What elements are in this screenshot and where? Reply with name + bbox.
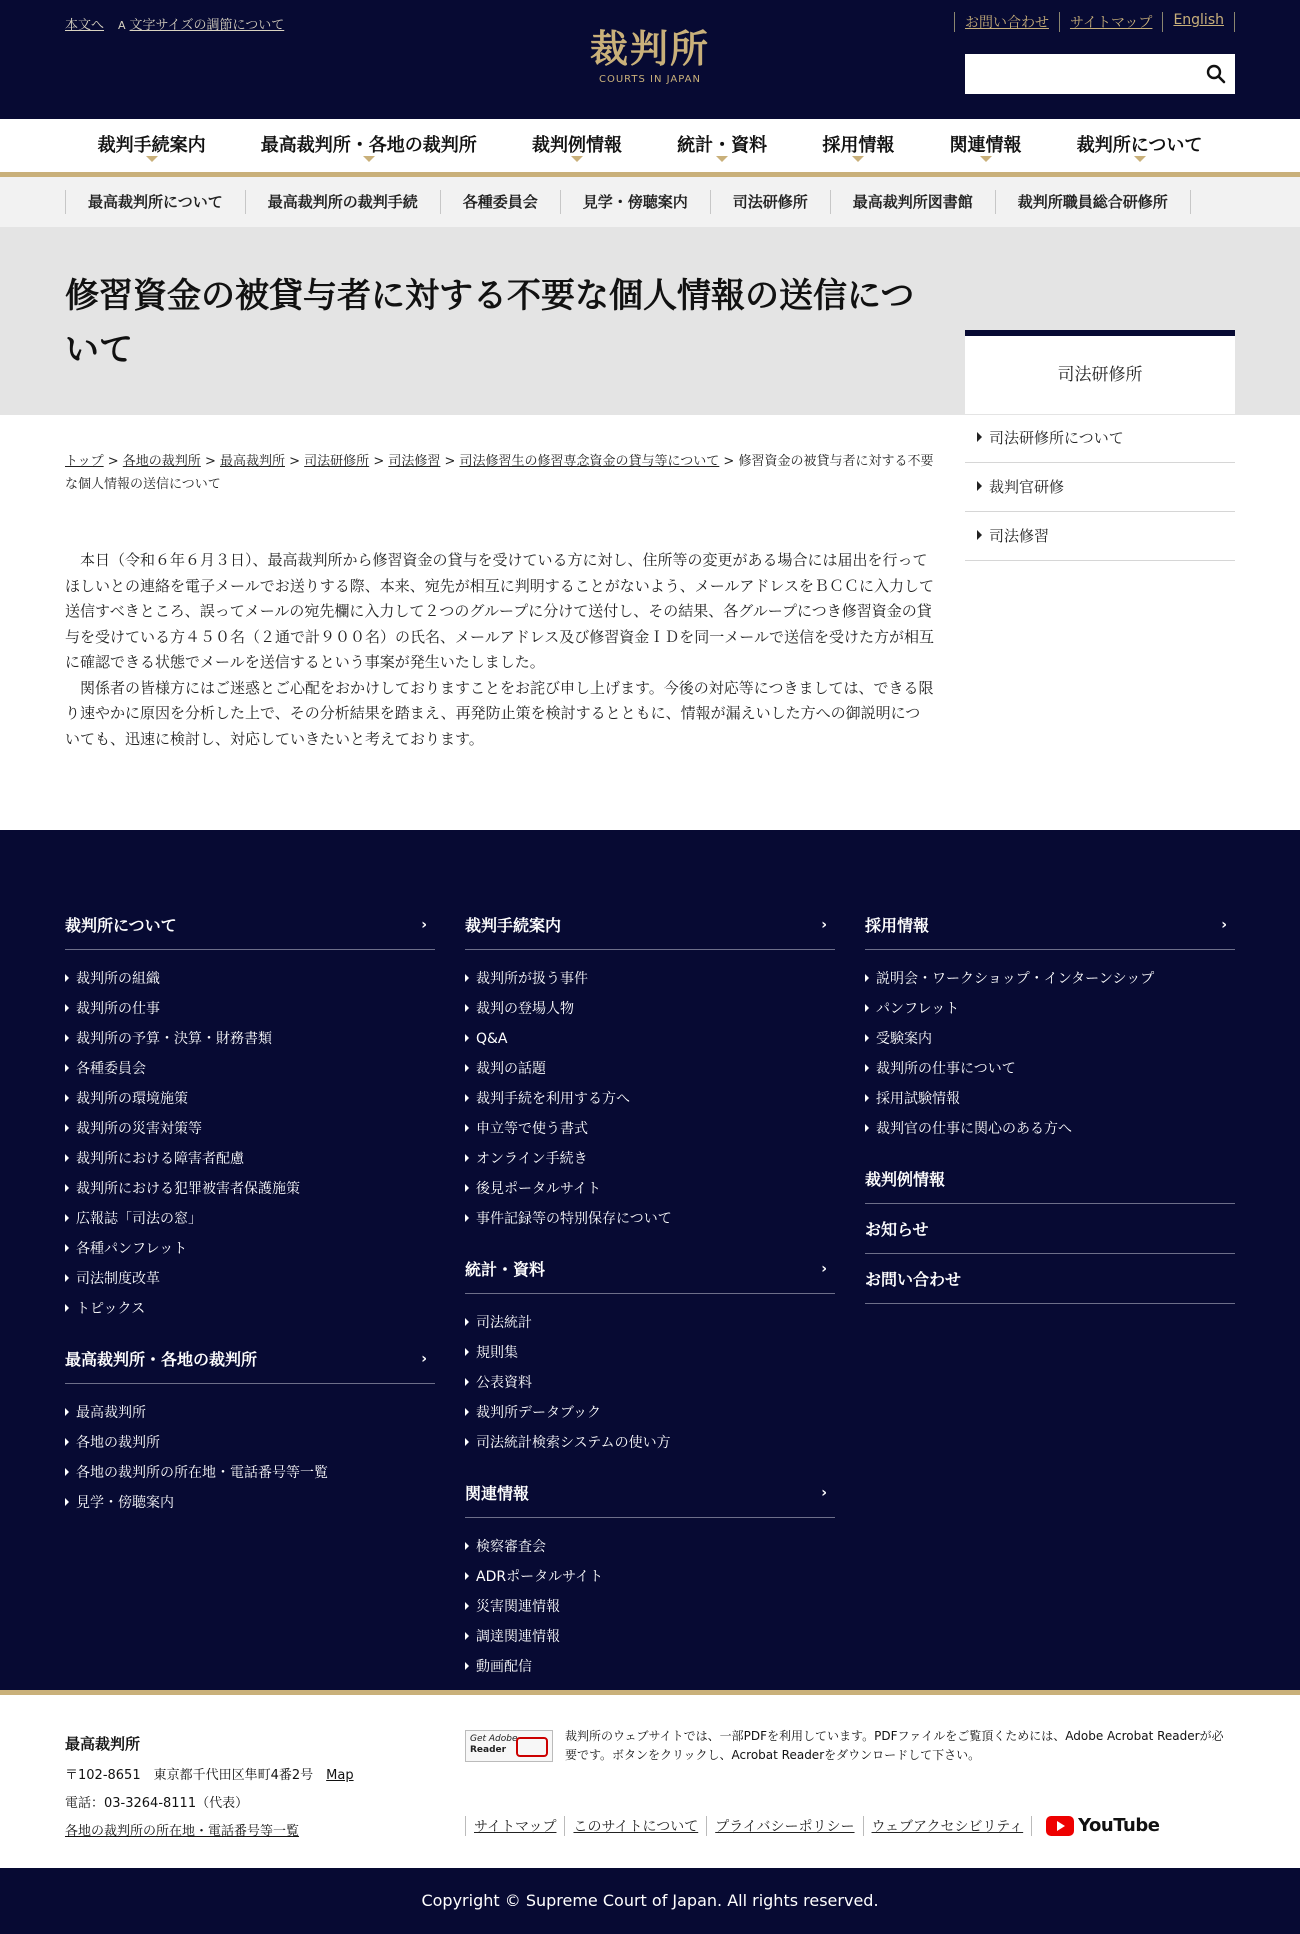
- chevron-right-icon: ›: [821, 916, 827, 933]
- site-header: [0, 0, 1300, 119]
- org-name: 最高裁判所: [65, 1735, 141, 1753]
- chevron-right-icon: ›: [821, 1484, 827, 1501]
- footer-link[interactable]: 司法統計検索システムの使い方: [465, 1428, 835, 1458]
- subnav-item[interactable]: 裁判所職員総合研修所: [995, 190, 1191, 214]
- footer-link[interactable]: 裁判所における障害者配慮: [65, 1144, 435, 1174]
- footer-link[interactable]: Q&A: [465, 1024, 835, 1054]
- subnav-item[interactable]: 司法研修所: [710, 190, 830, 214]
- logo-japanese: 裁判所: [589, 26, 711, 71]
- adobe-notice: 裁判所のウェブサイトでは、一部PDFを利用しています。PDFファイルをご覧頂くためには、Adobe Acrobat Readerが必要です。ボタンをクリックし、Acrobat Readerをダウンロードして下さい。: [565, 1729, 1224, 1762]
- text-size-icon: A: [118, 19, 126, 32]
- footer-column: [65, 900, 435, 1692]
- article-body: [65, 548, 935, 752]
- youtube-link[interactable]: YouTube: [1046, 1815, 1159, 1836]
- page-title: 修習資金の被貸与者に対する不要な個人情報の送信について: [65, 276, 915, 370]
- chevron-right-icon: ›: [821, 1260, 827, 1277]
- footer-link[interactable]: 申立等で使う書式: [465, 1114, 835, 1144]
- subnav-item[interactable]: 見学・傍聴案内: [560, 190, 710, 214]
- footer-link[interactable]: 裁判所の予算・決算・財務書類: [65, 1024, 435, 1054]
- footer-link[interactable]: 各種委員会: [65, 1054, 435, 1084]
- side-menu-item[interactable]: 司法修習: [965, 512, 1235, 561]
- search-box: [965, 54, 1235, 94]
- article-paragraph: 本日（令和６年６月３日）、最高裁判所から修習資金の貸与を受けている方に対し、住所等の変更がある場合には届出を行ってほしいとの連絡を電子メールでお送りする際、本来、宛先が相互に判明することがないよう、メールアドレスをＢＣＣに入力して送信すべきところ、誤ってメールの宛先欄に入力して２つのグループに分けて送付し、その結果、各グループにつき修習資金の貸与を受けている方４５０名（２通で計９００名）の氏名、メールアドレス及び修習資金ＩＤを同一メールで送信を受けた方が相互に確認できる状態でメールを送信するという事案が発生いたしました。: [65, 551, 934, 671]
- postal-address: 〒102-8651 東京都千代田区隼町4番2号: [65, 1768, 314, 1783]
- web-accessibility-link[interactable]: ウェブアクセシビリティ: [863, 1816, 1033, 1836]
- footer-link[interactable]: 裁判所の環境施策: [65, 1084, 435, 1114]
- footer-link[interactable]: 調達関連情報: [465, 1622, 835, 1652]
- footer-link[interactable]: 司法制度改革: [65, 1264, 435, 1294]
- side-menu-item[interactable]: 司法研修所について: [965, 414, 1235, 463]
- footer-link[interactable]: 規則集: [465, 1338, 835, 1368]
- footer-link[interactable]: 最高裁判所: [65, 1398, 435, 1428]
- get-adobe-reader-button[interactable]: Get Adobe Reader: [465, 1730, 553, 1762]
- footer-link[interactable]: ADRポータルサイト: [465, 1562, 835, 1592]
- footer-link[interactable]: オンライン手続き: [465, 1144, 835, 1174]
- footer-link[interactable]: 受験案内: [865, 1024, 1235, 1054]
- footer-link[interactable]: 公表資料: [465, 1368, 835, 1398]
- adobe-reader-icon: [516, 1737, 548, 1757]
- gnav-item-recruitment[interactable]: 採用情報: [818, 119, 898, 172]
- subnav-item[interactable]: 最高裁判所の裁判手続: [245, 190, 440, 214]
- footer-section-heading[interactable]: 統計・資料 ›: [465, 1244, 835, 1294]
- gnav-item-precedents[interactable]: 裁判例情報: [528, 119, 626, 172]
- footer-sitemap-link[interactable]: サイトマップ: [465, 1816, 564, 1836]
- english-link[interactable]: English: [1162, 12, 1235, 32]
- footer-link[interactable]: 各地の裁判所の所在地・電話番号等一覧: [65, 1458, 435, 1488]
- footer-section-heading[interactable]: 関連情報 ›: [465, 1468, 835, 1518]
- footer-section-heading[interactable]: 採用情報 ›: [865, 900, 1235, 950]
- footer-column: [465, 900, 835, 1692]
- breadcrumb-link[interactable]: 司法修習: [388, 454, 441, 469]
- side-menu-title[interactable]: 司法研修所: [965, 330, 1235, 414]
- footer-link[interactable]: 事件記録等の特別保存について: [465, 1204, 835, 1234]
- bottom-footer: [0, 1690, 1300, 1868]
- privacy-policy-link[interactable]: プライバシーポリシー: [706, 1816, 862, 1836]
- court-list-link[interactable]: 各地の裁判所の所在地・電話番号等一覧: [65, 1824, 300, 1839]
- footer-link[interactable]: 動画配信: [465, 1652, 835, 1682]
- search-icon[interactable]: [1205, 63, 1227, 85]
- footer-link[interactable]: 裁判官の仕事に関心のある方へ: [865, 1114, 1235, 1144]
- search-input[interactable]: [965, 54, 1195, 94]
- footer-link[interactable]: 裁判所の仕事: [65, 994, 435, 1024]
- footer-link[interactable]: 各地の裁判所: [65, 1428, 435, 1458]
- footer-section-heading[interactable]: お知らせ: [865, 1204, 1235, 1254]
- breadcrumb-link[interactable]: 各地の裁判所: [122, 454, 201, 469]
- footer-link[interactable]: 見学・傍聴案内: [65, 1488, 435, 1518]
- footer-section-heading[interactable]: 裁判例情報: [865, 1154, 1235, 1204]
- footer-nav: [0, 830, 1300, 1690]
- chevron-right-icon: ›: [1221, 916, 1227, 933]
- gnav-item-procedures[interactable]: 裁判手続案内: [94, 119, 210, 172]
- chevron-right-icon: ›: [421, 916, 427, 933]
- gnav-item-related[interactable]: 関連情報: [946, 119, 1026, 172]
- sitemap-link[interactable]: サイトマップ: [1059, 12, 1162, 32]
- footer-link[interactable]: 説明会・ワークショップ・インターンシップ: [865, 964, 1235, 994]
- footer-link[interactable]: 司法統計: [465, 1308, 835, 1338]
- footer-section-heading[interactable]: 裁判手続案内 ›: [465, 900, 835, 950]
- footer-link[interactable]: 裁判所の組織: [65, 964, 435, 994]
- sub-nav: [0, 177, 1300, 227]
- contact-link[interactable]: お問い合わせ: [954, 12, 1059, 32]
- font-size-info-link[interactable]: 文字サイズの調節について: [129, 18, 285, 33]
- gnav-item-about[interactable]: 裁判所について: [1073, 119, 1207, 172]
- map-link[interactable]: Map: [326, 1768, 354, 1783]
- breadcrumb-link[interactable]: トップ: [65, 454, 104, 469]
- utility-links: [954, 12, 1235, 32]
- youtube-icon: [1046, 1816, 1074, 1836]
- phone-number: 電話：03-3264-8111（代表）: [65, 1796, 249, 1811]
- footer-column: [865, 900, 1235, 1692]
- site-logo[interactable]: [589, 26, 711, 85]
- footer-link[interactable]: 広報誌「司法の窓」: [65, 1204, 435, 1234]
- footer-section-heading[interactable]: 裁判所について ›: [65, 900, 435, 950]
- footer-link[interactable]: 裁判の話題: [465, 1054, 835, 1084]
- footer-utility-links: [465, 1815, 1159, 1836]
- footer-link[interactable]: 裁判所における犯罪被害者保護施策: [65, 1174, 435, 1204]
- about-site-link[interactable]: このサイトについて: [564, 1816, 706, 1836]
- footer-link[interactable]: 裁判の登場人物: [465, 994, 835, 1024]
- global-nav: [0, 119, 1300, 177]
- accessibility-links: [65, 14, 284, 33]
- subnav-item[interactable]: 各種委員会: [440, 190, 560, 214]
- logo-english: COURTS IN JAPAN: [599, 74, 701, 85]
- footer-section-heading[interactable]: 最高裁判所・各地の裁判所 ›: [65, 1334, 435, 1384]
- footer-link[interactable]: 検察審査会: [465, 1532, 835, 1562]
- gnav-item-statistics[interactable]: 統計・資料: [673, 119, 771, 172]
- copyright: Copyright © Supreme Court of Japan. All rights reserved.: [0, 1868, 1300, 1934]
- address-block: [65, 1730, 354, 1846]
- footer-link[interactable]: 後見ポータルサイト: [465, 1174, 835, 1204]
- gnav-item-courts[interactable]: 最高裁判所・各地の裁判所: [257, 119, 481, 172]
- breadcrumb-link[interactable]: 司法研修所: [304, 454, 370, 469]
- footer-link[interactable]: 災害関連情報: [465, 1592, 835, 1622]
- side-menu: [965, 330, 1235, 561]
- footer-link[interactable]: 裁判所の災害対策等: [65, 1114, 435, 1144]
- footer-link[interactable]: 裁判所が扱う事件: [465, 964, 835, 994]
- footer-link[interactable]: トピックス: [65, 1294, 435, 1324]
- footer-link[interactable]: パンフレット: [865, 994, 1235, 1024]
- side-menu-item[interactable]: 裁判官研修: [965, 463, 1235, 512]
- chevron-right-icon: ›: [421, 1350, 427, 1367]
- footer-link[interactable]: 各種パンフレット: [65, 1234, 435, 1264]
- footer-link[interactable]: 裁判所の仕事について: [865, 1054, 1235, 1084]
- subnav-item[interactable]: 最高裁判所について: [65, 190, 245, 214]
- breadcrumb-current: 修習資金の被貸与者に対する不要な個人情報の送信について: [65, 454, 934, 492]
- footer-link[interactable]: 裁判手続を利用する方へ: [465, 1084, 835, 1114]
- article-paragraph: 関係者の皆様方にはご迷惑とご心配をおかけしておりますことをお詫び申し上げます。今後の対応等につきましては、できる限り速やかに原因を分析した上で、その分析結果を踏まえ、再発防止策を検討するとともに、情報が漏えいした方への御説明についても、迅速に検討し、対応していきたいと考えております。: [65, 678, 934, 748]
- footer-link[interactable]: 採用試験情報: [865, 1084, 1235, 1114]
- breadcrumb: トップ > 各地の裁判所 > 最高裁判所 > 司法研修所 > 司法修習 > 司法修習生の修習専念資金の貸与等について > 修習資金の被貸与者に対する不要な個人情報の送信について: [65, 454, 934, 492]
- breadcrumb-link[interactable]: 司法修習生の修習専念資金の貸与等について: [459, 454, 720, 469]
- breadcrumb-link[interactable]: 最高裁判所: [219, 454, 285, 469]
- subnav-item[interactable]: 最高裁判所図書館: [830, 190, 995, 214]
- footer-section-heading[interactable]: お問い合わせ: [865, 1254, 1235, 1304]
- skip-to-main-link[interactable]: 本文へ: [65, 18, 105, 33]
- footer-link[interactable]: 裁判所データブック: [465, 1398, 835, 1428]
